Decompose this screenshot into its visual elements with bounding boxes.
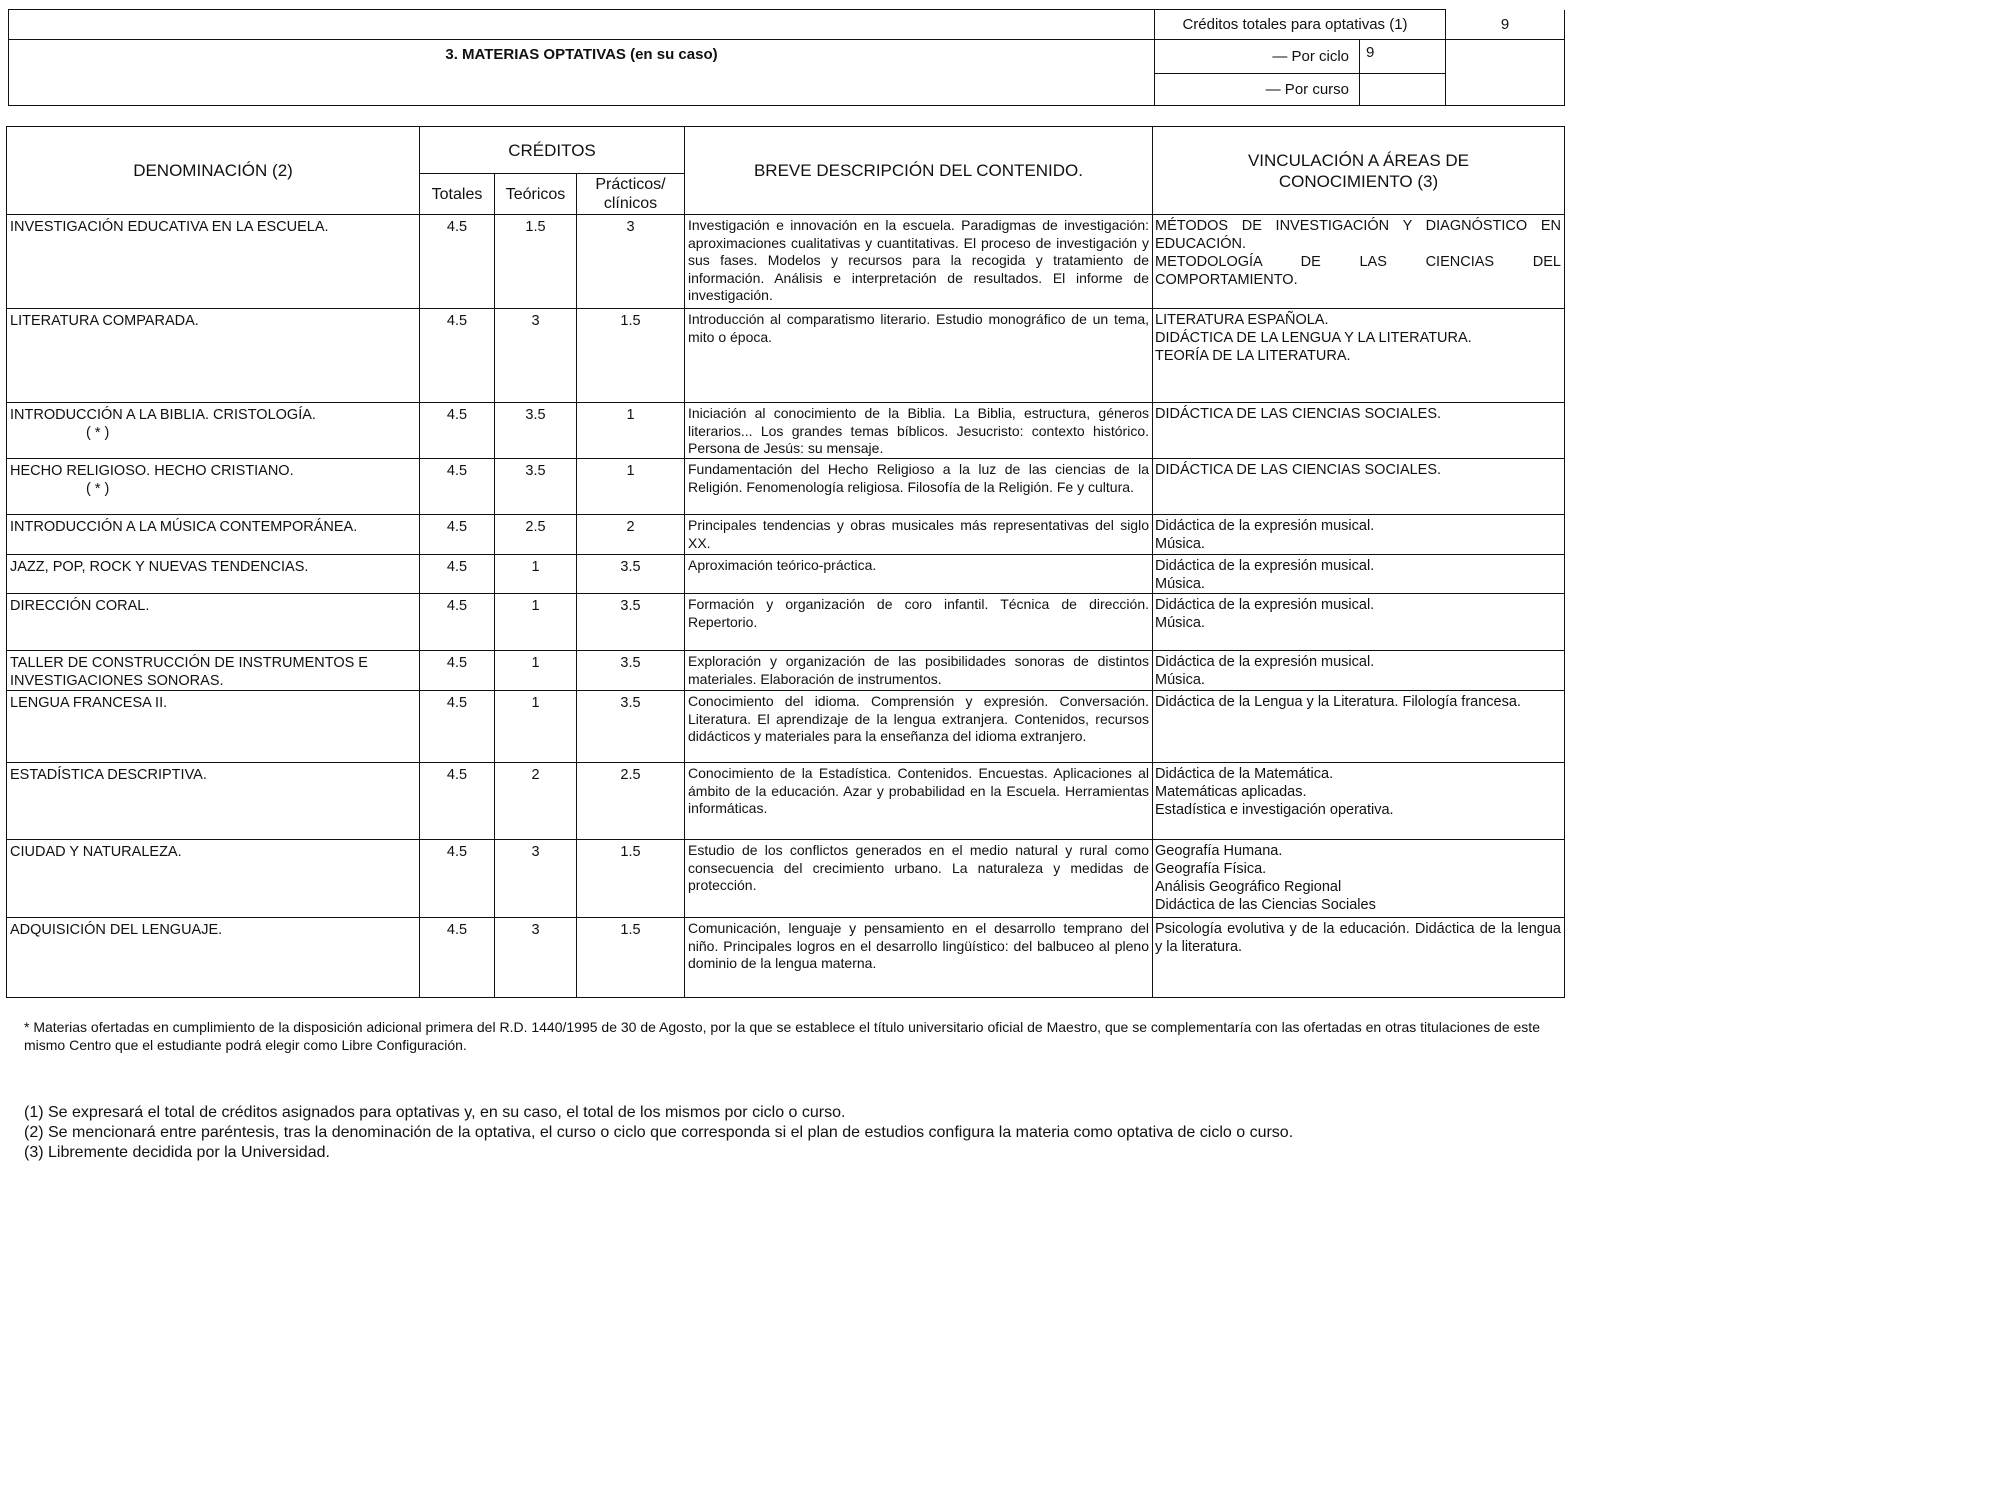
table-body: [7, 215, 1565, 998]
subject-note: ( * ): [86, 481, 110, 497]
total-credits-label: Créditos totales para optativas (1): [1155, 10, 1446, 40]
table-row: [7, 515, 1565, 555]
page-title: 3. MATERIAS OPTATIVAS (en su caso): [9, 40, 1155, 106]
subject-name: INTRODUCCIÓN A LA MÚSICA CONTEMPORÁNEA.: [10, 519, 358, 535]
credits-totales: 4.5: [420, 594, 495, 651]
description: Principales tendencias y obras musicales más representativas del siglo XX.: [685, 515, 1153, 555]
description: Investigación e innovación en la escuela. Paradigmas de investigación: aproximaciones cualitativas y cuantitativas. El proceso de investigación y sus fases. Modelos y recursos para la recogida y tratamiento de información. Análisis e interpretación de resultados. El informe de investigación.: [685, 215, 1153, 309]
area-item: Matemáticas aplicadas.: [1155, 784, 1307, 800]
area-item: Didáctica de la expresión musical.: [1155, 518, 1375, 534]
credits-practicos: 3.5: [577, 651, 685, 691]
credits-totales: 4.5: [420, 309, 495, 403]
table-row: [7, 651, 1565, 691]
areas-cell: [1153, 459, 1565, 515]
credits-teoricos: 3: [495, 309, 577, 403]
col-teoricos: Teóricos: [495, 174, 577, 215]
subject-name-cell: [7, 403, 420, 459]
credits-totales: 4.5: [420, 691, 495, 763]
subject-name: HECHO RELIGIOSO. HECHO CRISTIANO.: [10, 463, 294, 479]
area-item: DIDÁCTICA DE LAS CIENCIAS SOCIALES.: [1155, 406, 1442, 422]
credits-teoricos: 1: [495, 555, 577, 594]
credits-totales: 4.5: [420, 763, 495, 840]
header-empty-cell: [9, 10, 1155, 40]
por-ciclo-value: 9: [1360, 40, 1446, 74]
description: Formación y organización de coro infantil. Técnica de dirección. Repertorio.: [685, 594, 1153, 651]
areas-cell: [1153, 840, 1565, 918]
reference-3: (3) Libremente decidida por la Universidad.: [24, 1144, 330, 1161]
credits-practicos: 1: [577, 459, 685, 515]
table-row: [7, 403, 1565, 459]
credits-practicos: 3.5: [577, 594, 685, 651]
credits-totales: 4.5: [420, 651, 495, 691]
header-block: [8, 9, 1565, 106]
credits-totales: 4.5: [420, 918, 495, 998]
credits-teoricos: 1: [495, 594, 577, 651]
area-item: Didáctica de la Matemática.: [1155, 766, 1334, 782]
subject-name: INTRODUCCIÓN A LA BIBLIA. CRISTOLOGÍA.: [10, 407, 316, 423]
subject-name-cell: [7, 555, 420, 594]
por-curso-value: [1360, 74, 1446, 106]
por-curso-label: — Por curso: [1155, 74, 1360, 106]
subject-name-cell: [7, 918, 420, 998]
area-item: Didáctica de la expresión musical.: [1155, 597, 1375, 613]
table-row: [7, 691, 1565, 763]
credits-totales: 4.5: [420, 459, 495, 515]
areas-cell: [1153, 651, 1565, 691]
description: Exploración y organización de las posibilidades sonoras de distintos materiales. Elaboración de instrumentos.: [685, 651, 1153, 691]
subject-name: TALLER DE CONSTRUCCIÓN DE INSTRUMENTOS E INVESTIGACIONES SONORAS.: [10, 655, 368, 689]
credits-teoricos: 3.5: [495, 403, 577, 459]
table-row: [7, 763, 1565, 840]
credits-totales: 4.5: [420, 840, 495, 918]
credits-totales: 4.5: [420, 555, 495, 594]
reference-2: (2) Se mencionará entre paréntesis, tras la denominación de la optativa, el curso o ciclo que corresponda si el plan de estudios configura la materia como optativa de ciclo o curso.: [24, 1124, 1294, 1141]
description: Conocimiento del idioma. Comprensión y expresión. Conversación. Literatura. El aprendizaje de la lengua extranjera. Contenidos, recursos didácticos y materiales para la enseñanza del idioma extranjero.: [685, 691, 1153, 763]
area-item: METODOLOGÍA DE LAS CIENCIAS DEL COMPORTAMIENTO.: [1155, 254, 1561, 288]
areas-cell: [1153, 403, 1565, 459]
description: Comunicación, lenguaje y pensamiento en el desarrollo temprano del niño. Principales logros en el desarrollo lingüístico: del balbuceo al pleno dominio de la lengua materna.: [685, 918, 1153, 998]
credits-teoricos: 1.5: [495, 215, 577, 309]
area-item: Didáctica de la expresión musical.: [1155, 654, 1375, 670]
description: Conocimiento de la Estadística. Contenidos. Encuestas. Aplicaciones al ámbito de la educación. Azar y probabilidad en la Escuela. Herramientas informáticas.: [685, 763, 1153, 840]
areas-cell: [1153, 763, 1565, 840]
areas-cell: [1153, 309, 1565, 403]
subject-name-cell: [7, 594, 420, 651]
subject-note: ( * ): [86, 425, 110, 441]
subject-name: ADQUISICIÓN DEL LENGUAJE.: [10, 922, 223, 938]
por-ciclo-label: — Por ciclo: [1155, 40, 1360, 74]
subject-name-cell: [7, 763, 420, 840]
col-descripcion: BREVE DESCRIPCIÓN DEL CONTENIDO.: [685, 127, 1153, 215]
header-blank-cell: [1446, 40, 1565, 106]
table-row: [7, 215, 1565, 309]
area-item: Música.: [1155, 576, 1205, 592]
area-item: LITERATURA ESPAÑOLA.: [1155, 312, 1329, 328]
table-row: [7, 840, 1565, 918]
description: Aproximación teórico-práctica.: [685, 555, 1153, 594]
areas-cell: [1153, 594, 1565, 651]
credits-teoricos: 1: [495, 691, 577, 763]
description: Estudio de los conflictos generados en el medio natural y rural como consecuencia del crecimiento urbano. La naturaleza y medidas de protección.: [685, 840, 1153, 918]
credits-totales: 4.5: [420, 515, 495, 555]
col-vinculacion-text: VINCULACIÓN A ÁREAS DE CONOCIMIENTO (3): [1247, 150, 1470, 191]
total-credits-value: 9: [1446, 10, 1565, 40]
areas-cell: [1153, 215, 1565, 309]
area-item: Didáctica de la Lengua y la Literatura. Filología francesa.: [1155, 694, 1521, 710]
subject-name-cell: [7, 309, 420, 403]
credits-teoricos: 2.5: [495, 515, 577, 555]
area-item: Didáctica de las Ciencias Sociales: [1155, 897, 1376, 913]
subject-name: CIUDAD Y NATURALEZA.: [10, 844, 182, 860]
col-practicos: Prácticos/ clínicos: [577, 174, 685, 215]
description: Introducción al comparatismo literario. Estudio monográfico de un tema, mito o época.: [685, 309, 1153, 403]
credits-practicos: 1.5: [577, 309, 685, 403]
subject-name-cell: [7, 691, 420, 763]
description: Fundamentación del Hecho Religioso a la luz de las ciencias de la Religión. Fenomenología religiosa. Filosofía de la Religión. Fe y cultura.: [685, 459, 1153, 515]
table-row: [7, 594, 1565, 651]
table-row: [7, 918, 1565, 998]
col-creditos: CRÉDITOS: [420, 127, 685, 174]
areas-cell: [1153, 918, 1565, 998]
table-row: [7, 555, 1565, 594]
reference-1: (1) Se expresará el total de créditos asignados para optativas y, en su caso, el total de los mismos por ciclo o curso.: [24, 1104, 846, 1121]
references: [24, 1103, 1544, 1163]
table-row: [7, 309, 1565, 403]
col-totales: Totales: [420, 174, 495, 215]
credits-teoricos: 3: [495, 918, 577, 998]
subject-name: DIRECCIÓN CORAL.: [10, 598, 150, 614]
credits-practicos: 2.5: [577, 763, 685, 840]
subject-name-cell: [7, 840, 420, 918]
subject-name: INVESTIGACIÓN EDUCATIVA EN LA ESCUELA.: [10, 219, 329, 235]
col-vinculacion: [1153, 127, 1565, 215]
description: Iniciación al conocimiento de la Biblia. La Biblia, estructura, géneros literarios... Los grandes temas bíblicos. Jesucristo: contexto histórico. Persona de Jesús: su mensaje.: [685, 403, 1153, 459]
subject-name: LENGUA FRANCESA II.: [10, 695, 168, 711]
area-item: DIDÁCTICA DE LA LENGUA Y LA LITERATURA.: [1155, 330, 1472, 346]
credits-practicos: 1: [577, 403, 685, 459]
subject-name: LITERATURA COMPARADA.: [10, 313, 199, 329]
area-item: MÉTODOS DE INVESTIGACIÓN Y DIAGNÓSTICO EN EDUCACIÓN.: [1155, 218, 1561, 252]
subject-name-cell: [7, 215, 420, 309]
area-item: Música.: [1155, 536, 1205, 552]
area-item: Geografía Física.: [1155, 861, 1267, 877]
area-item: DIDÁCTICA DE LAS CIENCIAS SOCIALES.: [1155, 462, 1442, 478]
credits-teoricos: 3: [495, 840, 577, 918]
area-item: Didáctica de la expresión musical.: [1155, 558, 1375, 574]
credits-practicos: 3.5: [577, 555, 685, 594]
area-item: Música.: [1155, 672, 1205, 688]
area-item: TEORÍA DE LA LITERATURA.: [1155, 348, 1351, 364]
area-item: Análisis Geográfico Regional: [1155, 879, 1342, 895]
subject-name-cell: [7, 515, 420, 555]
subject-name-cell: [7, 459, 420, 515]
areas-cell: [1153, 555, 1565, 594]
area-item: Geografía Humana.: [1155, 843, 1283, 859]
optativas-table: [6, 126, 1565, 998]
credits-practicos: 1.5: [577, 918, 685, 998]
subject-name: ESTADÍSTICA DESCRIPTIVA.: [10, 767, 207, 783]
footnote-star: * Materias ofertadas en cumplimiento de la disposición adicional primera del R.D. 1440/1995 de 30 de Agosto, por la que se establece el título universitario oficial de Maestro, que se complementaría con las ofertadas en otras titulaciones de este mismo Centro que el estudiante podrá elegir como Libre Configuración.: [24, 1019, 1540, 1053]
credits-totales: 4.5: [420, 403, 495, 459]
table-row: [7, 459, 1565, 515]
credits-practicos: 3: [577, 215, 685, 309]
areas-cell: [1153, 691, 1565, 763]
credits-teoricos: 1: [495, 651, 577, 691]
credits-practicos: 1.5: [577, 840, 685, 918]
area-item: Psicología evolutiva y de la educación. Didáctica de la lengua y la literatura.: [1155, 921, 1561, 955]
areas-cell: [1153, 515, 1565, 555]
area-item: Estadística e investigación operativa.: [1155, 802, 1394, 818]
area-item: Música.: [1155, 615, 1205, 631]
credits-teoricos: 2: [495, 763, 577, 840]
col-denominacion: DENOMINACIÓN (2): [7, 127, 420, 215]
credits-practicos: 2: [577, 515, 685, 555]
credits-teoricos: 3.5: [495, 459, 577, 515]
credits-totales: 4.5: [420, 215, 495, 309]
subject-name: JAZZ, POP, ROCK Y NUEVAS TENDENCIAS.: [10, 559, 309, 575]
credits-practicos: 3.5: [577, 691, 685, 763]
subject-name-cell: [7, 651, 420, 691]
